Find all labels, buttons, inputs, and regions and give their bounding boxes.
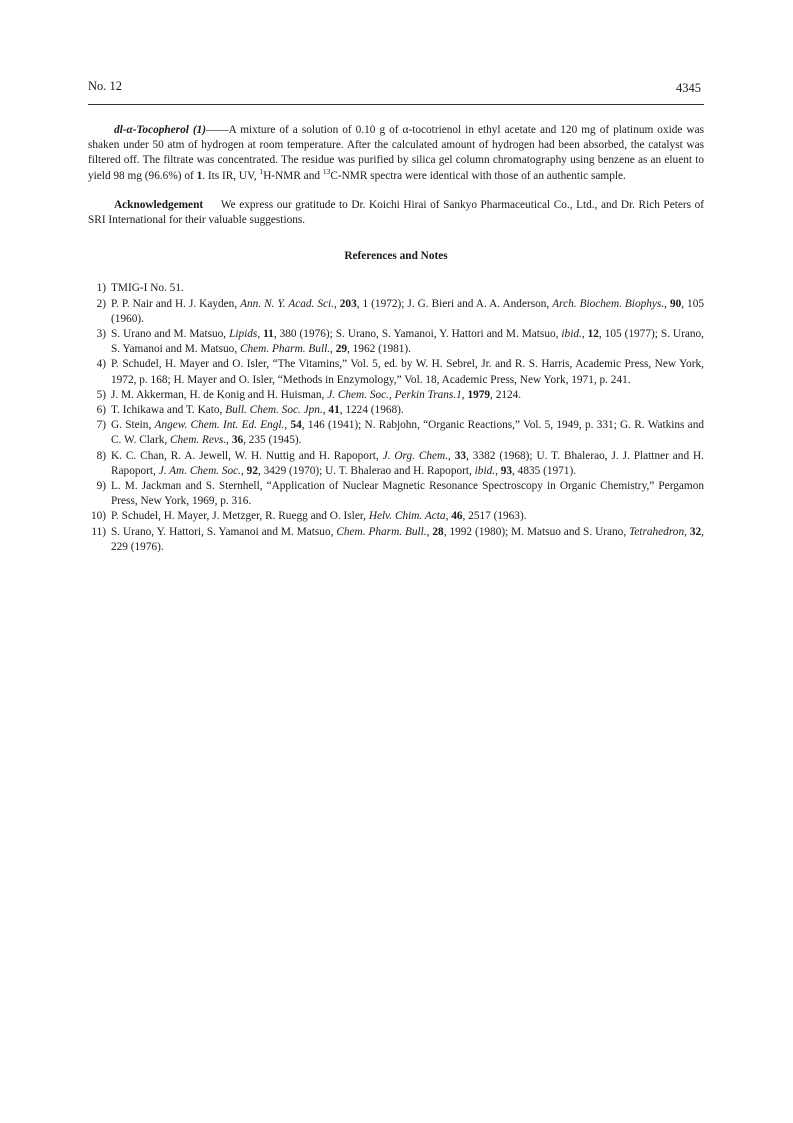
reference-text: , [581,328,588,341]
reference-number: 2) [96,297,106,310]
reference-text: , [664,297,670,310]
superscript-13: 13 [322,166,331,176]
reference-item [88,525,704,555]
reference-number: 3) [96,328,106,341]
volume-number: 93 [500,464,513,477]
reference-item [88,418,704,448]
reference-text: K. C. Chan, R. A. Jewell, W. H. Nuttig and H. Rapoport, [111,449,383,462]
volume-number: 46 [451,510,463,523]
reference-text: , 2124. [490,388,522,401]
reference-text: J. M. Akkerman, H. de Konig and H. Huisman, [111,388,328,401]
reference-text: , [330,343,336,356]
page-number: 4345 [676,81,701,95]
journal-title: Chem. Pharm. Bull. [239,343,331,356]
journal-title: Chem. Pharm. Bull. [336,525,427,538]
reference-list [88,281,704,555]
reference-text: , [333,297,340,310]
reference-item [88,509,704,524]
reference-text: , [461,388,468,401]
reference-text: P. Schudel, H. Mayer, J. Metzger, R. Ruegg and O. Isler, [111,510,369,523]
reference-text: , [495,464,501,477]
reference-text: , [684,525,690,538]
journal-title: J. Org. Chem. [382,449,449,462]
experimental-paragraph [88,123,704,184]
volume-number: 32 [689,525,702,538]
journal-title: Tetrahedron [629,525,685,538]
acknowledgement-text: We express our gratitude to Dr. Koichi Hirai of Sankyo Pharmaceutical Co., Ltd., and Dr. Rich Peters of SRI International for their valuable suggestions. [88,198,705,227]
reference-number: 10) [90,510,106,523]
reference-text: , [241,464,247,477]
experimental-text-2: . Its IR, UV, [202,169,260,182]
journal-title: Arch. Biochem. Biophys. [552,297,665,310]
journal-title: Helv. Chim. Acta [368,510,446,523]
reference-text: , 105 (1977); S. Urano, S. Yamanoi and M. Matsuo, [111,328,704,356]
acknowledgement-heading: Acknowledgement [114,198,204,211]
reference-number: 8) [96,449,106,462]
reference-item [88,403,704,418]
reference-text: , 235 (1945). [243,434,302,447]
reference-text: TMIG-I No. 51. [111,282,184,295]
reference-text: T. Ichikawa and T. Kato, [111,404,226,417]
reference-text: L. M. Jackman and S. Sternhell, “Application of Nuclear Magnetic Resonance Spectroscopy in Organic Chemistry,” Pergamon Press, New York, 1969, p. 316. [111,480,704,508]
heading-dash: —— [206,124,229,136]
reference-item [88,327,704,357]
compound-heading: dl-α-Tocopherol (1) [114,124,207,136]
journal-title: Ann. N. Y. Acad. Sci. [240,297,334,310]
reference-text: S. Urano, Y. Hattori, S. Yamanoi and M. Matsuo, [111,525,337,538]
journal-title: Chem. Revs. [170,434,227,447]
volume-number: 203 [339,297,357,310]
reference-text: , 105 (1960). [111,297,705,325]
reference-number: 6) [96,404,106,417]
volume-number: 1979 [467,388,491,401]
reference-text: , 1224 (1968). [339,404,404,417]
journal-title: J. Chem. Soc., Perkin Trans.1 [327,388,462,401]
journal-issue: No. 12 [88,79,123,93]
journal-title: ibid. [474,464,496,477]
journal-title: J. Am. Chem. Soc. [158,464,242,477]
reference-text: , 229 (1976). [111,525,704,553]
reference-item [88,449,704,479]
reference-text: , [445,510,452,523]
reference-item [88,297,704,327]
volume-number: 36 [231,434,244,447]
journal-title: Lipids [229,328,258,341]
experimental-text-3: H-NMR and [263,169,323,182]
volume-number: 28 [432,525,444,538]
volume-number: 90 [669,297,682,310]
compound-number: 1 [196,169,203,182]
header-rule [88,104,704,105]
reference-text: , [257,328,264,341]
reference-text: , [322,404,329,417]
running-header [88,79,704,95]
experimental-text-1: A mixture of a solution of 0.10 g of α-tocotrienol in ethyl acetate and 120 mg of platinum oxide was shaken under 50 atm of hydrogen at room temperature. After the calculated amount of hydrogen had been absorbed, the catalyst was filtered off. The filtrate was concentrated. The residue was purified by silica gel column chromatography using benzene as an eluent to yield 98 mg (96.6%) of [88,124,704,182]
reference-item [88,479,704,509]
reference-text: , [426,525,433,538]
reference-text: , 1962 (1981). [347,343,412,356]
reference-item [88,357,704,387]
reference-text: , 1 (1972); J. G. Bieri and A. A. Anderson, [356,297,553,310]
reference-number: 7) [96,419,106,432]
article-body [88,123,704,555]
reference-number: 4) [96,358,106,371]
superscript-1: 1 [259,166,264,176]
reference-text: , [448,449,455,462]
reference-text: , 4835 (1971). [512,464,577,477]
volume-number: 54 [290,419,302,432]
acknowledgement-paragraph [88,198,704,228]
reference-text: G. Stein, [111,419,155,432]
reference-text: , 1992 (1980); M. Matsuo and S. Urano, [443,525,630,538]
reference-text: P. Schudel, H. Mayer and O. Isler, “The Vitamins,” Vol. 5, ed. by W. H. Sebrel, Jr. and R. S. Harris, Academic Press, New York, 1972, p. 168; H. Mayer and O. Isler, “Methods in Enzymology,” Vol. 18, Academic Press, New York, 1971, p. 241. [111,358,704,386]
reference-number: 5) [96,388,106,401]
reference-text: , 3382 (1968); U. T. Bhalerao, J. J. Plattner and H. Rapoport, [111,449,704,477]
journal-title: Bull. Chem. Soc. Jpn. [225,404,323,417]
reference-text: , 3429 (1970); U. T. Bhalerao and H. Rapoport, [257,464,475,477]
reference-text: , [226,434,232,447]
reference-text: , 146 (1941); N. Rabjohn, “Organic Reactions,” Vol. 5, 1949, p. 331; G. R. Watkins and C. W. Clark, [111,419,704,447]
reference-number: 1) [96,282,106,295]
reference-text: , 2517 (1963). [462,510,527,523]
volume-number: 12 [587,328,599,341]
references-heading: References and Notes [344,250,448,263]
reference-number: 11) [91,525,106,538]
experimental-text-4: C-NMR spectra were identical with those of an authentic sample. [330,169,626,182]
journal-title: ibid. [561,328,582,341]
reference-text: , [284,419,291,432]
volume-number: 33 [454,449,467,462]
volume-number: 92 [246,464,258,477]
volume-number: 29 [335,343,347,356]
reference-text: S. Urano and M. Matsuo, [111,328,230,341]
reference-text: , 380 (1976); S. Urano, S. Yamanoi, Y. Hattori and M. Matsuo, [273,328,562,341]
reference-number: 9) [96,480,106,493]
journal-title: Angew. Chem. Int. Ed. Engl. [154,419,285,432]
volume-number: 41 [328,404,340,417]
reference-item [88,388,704,403]
volume-number: 11 [263,328,274,341]
reference-text: P. P. Nair and H. J. Kayden, [111,297,241,310]
reference-item [88,281,704,296]
